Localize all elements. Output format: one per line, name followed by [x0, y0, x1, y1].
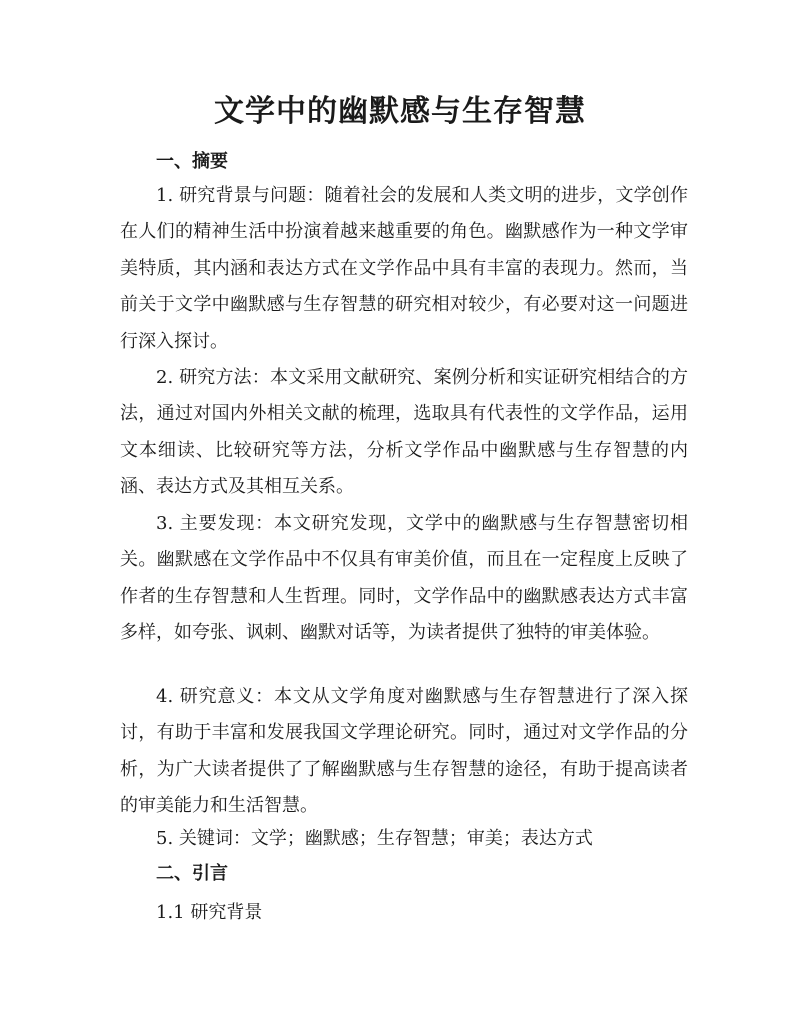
abstract-paragraph-significance: 4. 研究意义：本文从文学角度对幽默感与生存智慧进行了深入探讨，有助于丰富和发展我国文学理论研究。同时，通过对文学作品的分析，为广大读者提供了了解幽默感与生存智慧的途径，有助于提高读者的审美能力和生活智慧。	[120, 686, 688, 817]
abstract-paragraph-background: 1. 研究背景与问题：随着社会的发展和人类文明的进步，文学创作在人们的精神生活中扮演着越来越重要的角色。幽默感作为一种文学审美特质，其内涵和表达方式在文学作品中具有丰富的表现力。然而，当前关于文学中幽默感与生存智慧的研究相对较少，有必要对这一问题进行深入探讨。	[120, 185, 688, 352]
keywords-line: 5. 关键词：文学；幽默感；生存智慧；审美；表达方式	[156, 828, 593, 849]
section-heading-introduction: 二、引言	[156, 863, 228, 884]
abstract-paragraph-method: 2. 研究方法：本文采用文献研究、案例分析和实证研究相结合的方法，通过对国内外相关文献的梳理，选取具有代表性的文学作品，运用文本细读、比较研究等方法，分析文学作品中幽默感与生存智慧的内涵、表达方式及其相互关系。	[120, 367, 688, 498]
document-title: 文学中的幽默感与生存智慧	[214, 94, 586, 129]
section-heading-abstract: 一、摘要	[156, 151, 228, 172]
subsection-heading-background: 1.1 研究背景	[156, 902, 263, 923]
abstract-paragraph-findings: 3. 主要发现：本文研究发现，文学中的幽默感与生存智慧密切相关。幽默感在文学作品中不仅具有审美价值，而且在一定程度上反映了作者的生存智慧和人生哲理。同时，文学作品中的幽默感表达方式丰富多样，如夸张、讽刺、幽默对话等，为读者提供了独特的审美体验。	[120, 513, 688, 644]
